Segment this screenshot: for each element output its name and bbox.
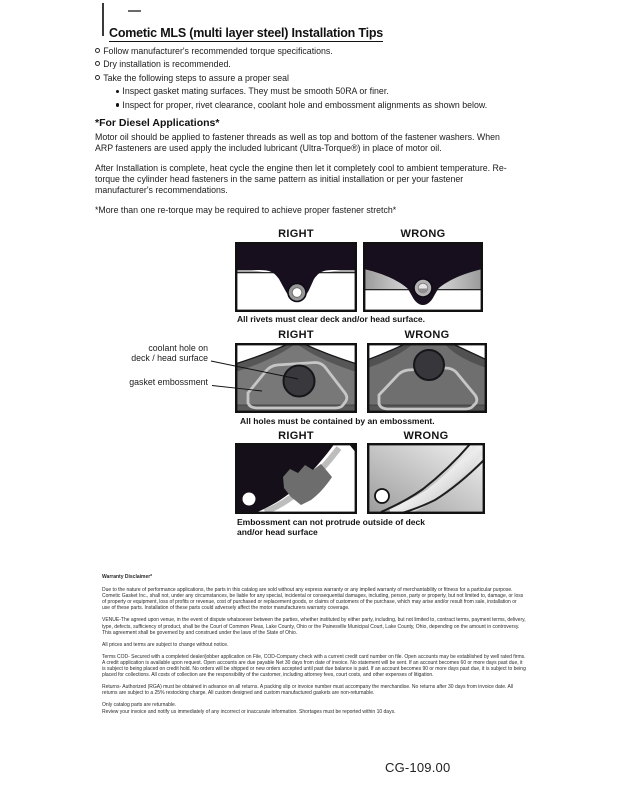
disclaimer-paragraph: Due to the nature of performance applications, the parts in this catalog are sold without any express warranty or any implied warranty of merchantability or fitness for a particular purpose. Cometic Gasket Inc., shall not, under any circumstances, be liable for any special, incidental or consequential damages, including, person, party or property, but not limited to, damage, or loss of property or equipment, loss of profits or revenue, cost of purchased or replacement goods, or claims of customers of the purchase, which may arise and/or result from sale, installation or use of these parts. Installation of these parts could adversely affect the motor manufacturers warranty coverage. bbox=[102, 587, 524, 612]
disclaimer-paragraph: All prices and terms are subject to change without notice. bbox=[102, 641, 229, 648]
diesel-section-heading: *For Diesel Applications* bbox=[95, 117, 220, 129]
circle-bullet-icon bbox=[95, 48, 100, 53]
disclaimer-paragraph: Returns- Authorized (RGA) must be obtained in advance on all returns. A packing slip or invoice number must accompany the merchandise. No returns after 30 days from invoice date. All returns are subject to a 25% restocking charge. All custom designed and custom manufactured gaskets are non-returnable. bbox=[102, 684, 514, 697]
right-label-row3: RIGHT bbox=[278, 430, 314, 442]
disclaimer-heading: Warranty Disclaimer* bbox=[102, 574, 153, 580]
disclaimer-paragraph bbox=[102, 617, 526, 635]
gasket-embossment-label: gasket embossment bbox=[129, 377, 208, 387]
rivet-center-icon bbox=[292, 288, 302, 298]
caption-embossment-line2: and/or head surface bbox=[237, 527, 318, 537]
tips-list bbox=[95, 45, 525, 112]
list-item bbox=[95, 58, 525, 71]
scan-artifact-line bbox=[102, 3, 104, 36]
wrong-label-row2: WRONG bbox=[404, 329, 450, 341]
venue-text: VENUE-The agreed upon venue, in the event of dispute whatsoever between the parties, whether instituted by either party, including, but not limited to, contract terms, payment terms, delivery, type, defects, sufficiency of product, shall be the Court of Common Pleas, Lake County, Ohio or the Painesville Municipal Court, Lake County, Ohio, depending on the amount in controversy. bbox=[102, 617, 526, 630]
caption-rivets: All rivets must clear deck and/or head surface. bbox=[237, 314, 426, 324]
dot-bullet-icon bbox=[116, 90, 119, 93]
list-item-text: Follow manufacturer's recommended torque specifications. bbox=[103, 46, 333, 56]
retorque-note: *More than one re-torque may be required to achieve proper fastener stretch* bbox=[95, 205, 397, 215]
caption-embossment-line1: Embossment can not protrude outside of deck bbox=[237, 517, 425, 527]
list-item-text: Inspect for proper, rivet clearance, coolant hole and embossment alignments as shown below. bbox=[122, 99, 488, 110]
bolt-hole-icon bbox=[375, 489, 389, 503]
list-item-text: Take the following steps to assure a proper seal bbox=[103, 72, 290, 83]
list-item bbox=[95, 72, 525, 85]
diagram-hole-right-graphic bbox=[235, 343, 357, 413]
coolant-hole-label-line1: coolant hole on bbox=[148, 343, 208, 353]
diagram-rivet-right-graphic bbox=[235, 242, 357, 312]
circle-bullet-icon bbox=[95, 75, 100, 80]
disclaimer-paragraph bbox=[102, 702, 526, 714]
coolant-hole-icon bbox=[414, 350, 444, 380]
caption-holes: All holes must be contained by an embossment. bbox=[240, 416, 435, 426]
circle-bullet-icon bbox=[95, 61, 100, 66]
diagram-hole-wrong-graphic bbox=[367, 343, 487, 413]
caption-embossment bbox=[237, 517, 467, 537]
coolant-hole-icon bbox=[284, 366, 315, 397]
list-item-text: Dry installation is recommended. bbox=[103, 59, 231, 70]
invoice-review-text: Review your invoice and notify us immediately of any incorrect or inaccurate information. Shortages must be reported within 10 days. bbox=[102, 708, 396, 715]
warranty-disclaimer bbox=[102, 574, 526, 721]
scan-artifact-dash bbox=[128, 10, 141, 12]
diagram-emboss-wrong-graphic bbox=[367, 443, 485, 514]
list-item bbox=[116, 99, 525, 112]
right-label-row1: RIGHT bbox=[278, 228, 314, 240]
bolt-hole-icon bbox=[243, 493, 256, 506]
diagram-emboss-right-graphic bbox=[235, 443, 357, 514]
diesel-paragraph-1: Motor oil should be applied to fastener threads as well as top and bottom of the fastener washers. When ARP fasteners are used apply the included lubricant (Ultra-Torque®) in place of motor oil. bbox=[95, 132, 500, 153]
wrong-label-row3: WRONG bbox=[403, 430, 449, 442]
returnable-text: Only catalog parts are returnable. bbox=[102, 702, 177, 709]
coolant-hole-label bbox=[90, 344, 208, 363]
dot-bullet-icon bbox=[116, 103, 119, 106]
governing-law-text: This agreement shall be governed by and construed under the laws of the State of Ohio. bbox=[102, 629, 298, 636]
wrong-label-row1: WRONG bbox=[400, 228, 446, 240]
diagram-rivet-wrong-graphic bbox=[363, 242, 483, 312]
list-item-text: Inspect gasket mating surfaces. They must be smooth 50RA or finer. bbox=[122, 86, 389, 97]
list-item bbox=[95, 45, 525, 58]
coolant-hole-label-line2: deck / head surface bbox=[131, 352, 208, 363]
right-label-row2: RIGHT bbox=[278, 329, 314, 341]
disclaimer-paragraph: Terms COD- Secured with a completed dealer/jobber application on File, COD-Company check with a current credit card number on file. Open accounts may be established by well rated firms. A credit application is available upon request. Open accounts are due payable Net 30 days from date of invoice. No statement will be sent. If an account becomes 60 or more days past due, it is subject to being placed on credit hold. No orders will be shipped or new orders accepted until past due balance is paid. If an account becomes 90 or more days past due, it is subject to being placed for collections. All costs of collection are the responsibility of the customer, including attorney fees, court costs, and other expenses of litigation. bbox=[102, 653, 526, 679]
page-title: Cometic MLS (multi layer steel) Installation Tips bbox=[109, 26, 384, 40]
list-item bbox=[116, 85, 525, 98]
diesel-paragraph-2: After Installation is complete, heat cycle the engine then let it completely cool to ambient temperature. Re-torque the cylinder head fasteners in the same pattern as initial installation or per your fastener manufacturer's recommendations. bbox=[95, 163, 507, 195]
page-code: CG-109.00 bbox=[385, 760, 451, 775]
